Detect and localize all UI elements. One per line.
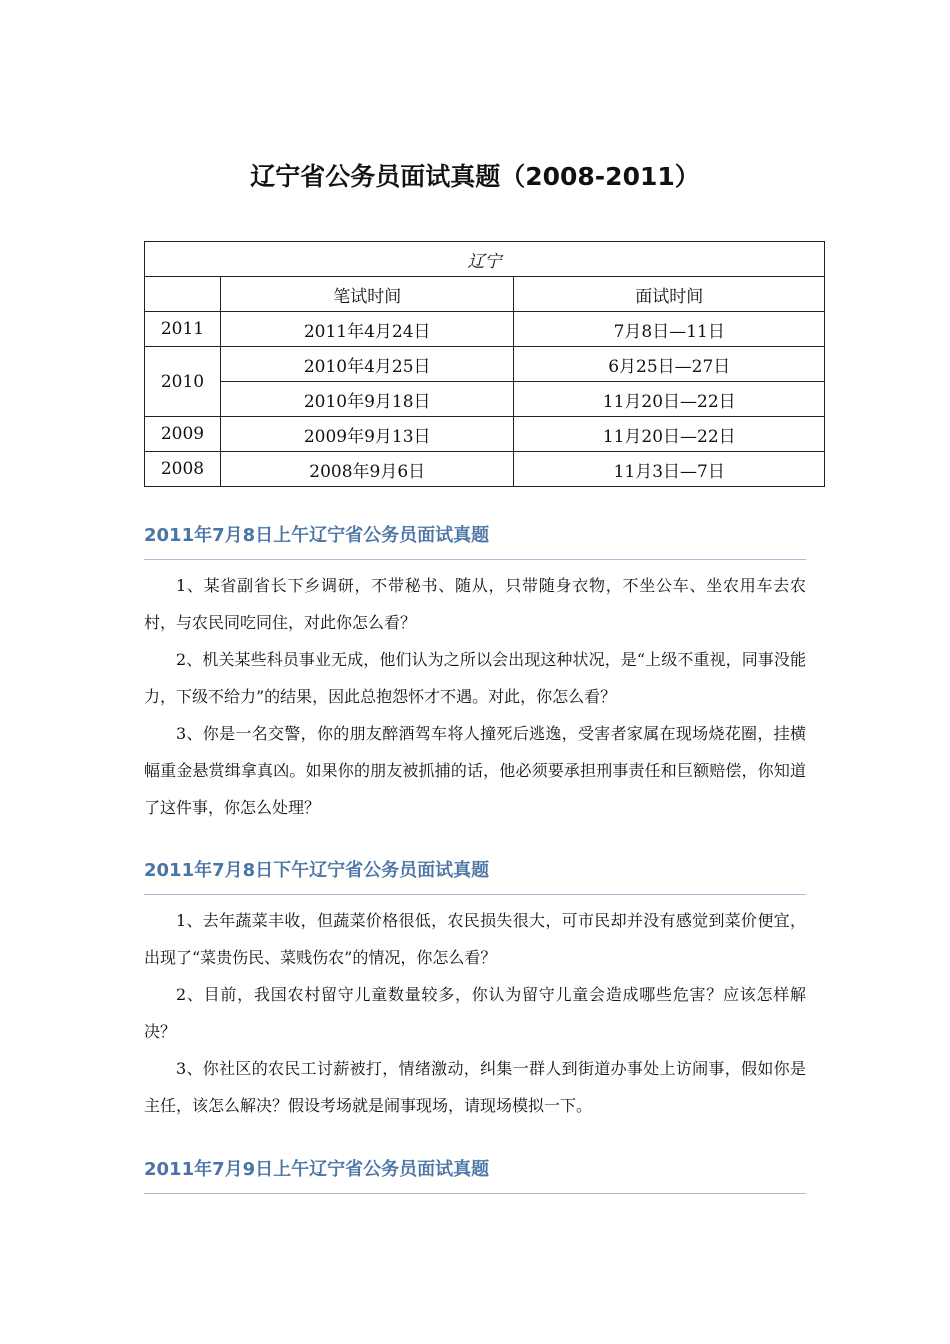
question-paragraph: 1、某省副省长下乡调研，不带秘书、随从，只带随身衣物，不坐公车、坐农用车去农村，与农民同吃同住，对此你怎么看？ (144, 576, 806, 632)
table-row (145, 312, 825, 347)
table-row (145, 452, 825, 487)
question-paragraph: 3、你社区的农民工讨薪被打，情绪激动，纠集一群人到街道办事处上访闹事，假如你是主任，该怎么解决？假设考场就是闹事现场，请现场模拟一下。 (144, 1059, 806, 1115)
question-list (144, 902, 806, 1124)
table-header-written: 笔试时间 (220, 277, 514, 312)
table-header-interview: 面试时间 (514, 277, 825, 312)
table-row (145, 417, 825, 452)
written-date-cell: 2011年4月24日 (220, 312, 514, 347)
written-date-cell: 2010年9月18日 (220, 382, 514, 417)
year-cell: 2011 (145, 312, 221, 347)
interview-date-cell: 6月25日—27日 (514, 347, 825, 382)
page-title: 辽宁省公务员面试真题（2008-2011） (250, 162, 700, 191)
written-date-cell: 2009年9月13日 (220, 417, 514, 452)
interview-date-cell: 7月8日—11日 (514, 312, 825, 347)
question-paragraph: 1、去年蔬菜丰收，但蔬菜价格很低，农民损失很大，可市民却并没有感觉到菜价便宜，出现了“菜贵伤民、菜贱伤农”的情况，你怎么看？ (144, 911, 806, 967)
written-date-cell: 2008年9月6日 (220, 452, 514, 487)
exam-schedule-table (144, 241, 825, 487)
question-paragraph: 3、你是一名交警，你的朋友醉酒驾车将人撞死后逃逸，受害者家属在现场烧花圈，挂横幅重金悬赏缉拿真凶。如果你的朋友被抓捕的话，他必须要承担刑事责任和巨额赔偿，你知道了这件事，你怎么处理？ (144, 724, 806, 817)
written-date-cell: 2010年4月25日 (220, 347, 514, 382)
table-row (145, 382, 825, 417)
table-header-blank (145, 277, 221, 312)
section-heading: 2011年7月8日下午辽宁省公务员面试真题 (144, 856, 806, 895)
year-cell: 2010 (145, 347, 221, 417)
question-paragraph: 2、机关某些科员事业无成，他们认为之所以会出现这种状况，是“上级不重视，同事没能力，下级不给力”的结果，因此总抱怨怀才不遇。对此，你怎么看？ (144, 650, 806, 706)
table-header-row (145, 277, 825, 312)
interview-date-cell: 11月20日—22日 (514, 382, 825, 417)
year-cell: 2008 (145, 452, 221, 487)
question-list (144, 567, 806, 826)
table-region-cell: 辽宁 (145, 242, 825, 277)
question-paragraph: 2、目前，我国农村留守儿童数量较多，你认为留守儿童会造成哪些危害？应该怎样解决？ (144, 985, 806, 1041)
section-heading: 2011年7月9日上午辽宁省公务员面试真题 (144, 1155, 806, 1194)
interview-date-cell: 11月3日—7日 (514, 452, 825, 487)
table-region-row (145, 242, 825, 277)
section-heading: 2011年7月8日上午辽宁省公务员面试真题 (144, 521, 806, 560)
table-row (145, 347, 825, 382)
year-cell: 2009 (145, 417, 221, 452)
interview-date-cell: 11月20日—22日 (514, 417, 825, 452)
